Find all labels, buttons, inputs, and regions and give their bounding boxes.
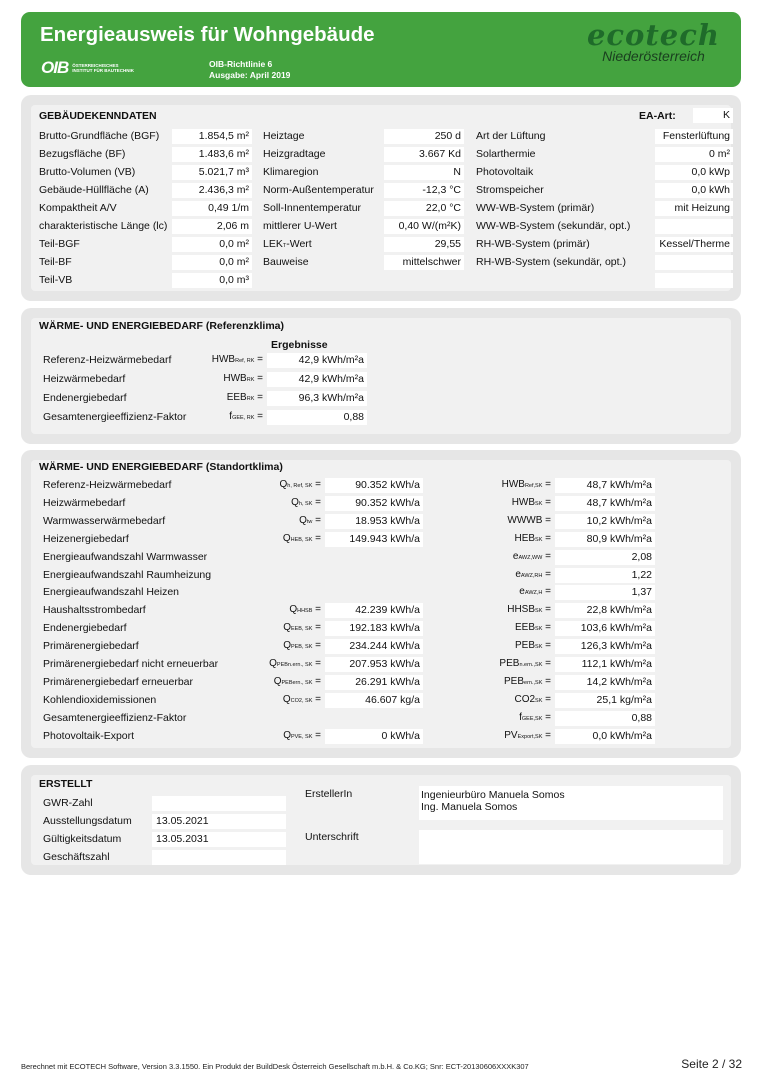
std-label: Warmwasserwärmebedarf	[43, 514, 166, 527]
ergebnisse-label: Ergebnisse	[271, 339, 328, 351]
std-symbol-sub: GEE,SK	[521, 715, 543, 722]
std-symbol: PEBn.ern.,SK =	[499, 658, 551, 669]
std-symbol-sub: AWZ,H	[524, 590, 543, 597]
std-symbol: eAWZ,WW =	[512, 550, 551, 562]
std-q-value: 90.352 kWh/a	[325, 478, 423, 493]
geb-label: Heizgradtage	[263, 148, 326, 160]
geb-value: 5.021,7 m³	[172, 165, 252, 180]
std-symbol-sub: AWZ,RH	[520, 572, 543, 579]
standortklima-title: WÄRME- UND ENERGIEBEDARF (Standortklima)	[39, 461, 283, 473]
std-q-symbol: QEEB, SK =	[283, 622, 321, 634]
std-label: Energieaufwandszahl Raumheizung	[43, 568, 212, 581]
geb-label: charakteristische Länge (lc)	[39, 220, 168, 232]
std-label: Heizwärmebedarf	[43, 496, 126, 509]
std-symbol: PVExport,SK =	[504, 729, 551, 741]
ref-symbol: HWBRef, RK =	[211, 354, 263, 365]
std-value: 48,7 kWh/m²a	[555, 496, 655, 511]
std-q-value: 46.607 kg/a	[325, 693, 423, 708]
geb-label: LEKT-Wert	[263, 238, 312, 250]
std-symbol-main: PV	[504, 729, 518, 741]
referenzklima-inner	[31, 318, 731, 434]
ref-symbol-sub: RK	[246, 396, 255, 402]
std-value: 0,88	[555, 711, 655, 726]
std-label: Kohlendioxidemissionen	[43, 693, 157, 706]
ref-symbol: HWBRK =	[223, 373, 263, 384]
geb-label: WW-WB-System (sekundär, opt.)	[476, 220, 631, 232]
brand-region: Niederösterreich	[602, 48, 705, 64]
erstellt-inner	[31, 775, 731, 865]
std-q-symbol-sub: CO2, SK	[290, 697, 313, 704]
std-symbol: EEBSK =	[515, 622, 551, 634]
geb-value: 0,0 kWh	[655, 183, 733, 198]
std-label: Energieaufwandszahl Heizen	[43, 586, 180, 599]
oib-logo-text: ÖSTERREICHISCHES INSTITUT FÜR BAUTECHNIK	[72, 63, 134, 73]
std-q-symbol: QHEB, SK =	[282, 532, 321, 544]
geb-label: Heiztage	[263, 130, 305, 142]
std-q-value: 0 kWh/a	[325, 729, 423, 744]
std-symbol: eAWZ,RH =	[515, 568, 551, 580]
std-q-symbol-main: Q	[283, 622, 291, 634]
ref-value: 42,9 kWh/m²a	[267, 372, 367, 387]
std-symbol-main: WWWB	[507, 514, 543, 526]
geb-label: Norm-Außentemperatur	[263, 184, 374, 196]
std-label: Primärenergiebedarf	[43, 640, 139, 653]
geb-label: Solarthermie	[476, 148, 536, 160]
oib-logo	[41, 58, 134, 78]
std-q-symbol-main: Q	[291, 496, 299, 508]
geb-value: 0,0 kWp	[655, 165, 733, 180]
std-label: Photovoltaik-Export	[43, 729, 135, 742]
std-q-symbol-main: Q	[282, 693, 291, 705]
geb-value: 1.854,5 m²	[172, 129, 252, 144]
std-symbol: HEBSK =	[514, 532, 551, 544]
standortklima-panel	[21, 450, 741, 758]
geb-value: Fensterlüftung	[655, 129, 733, 144]
erstellt-label: Gültigkeitsdatum	[43, 833, 122, 845]
std-label: Energieaufwandszahl Warmwasser	[43, 550, 208, 563]
geb-value: 2,06 m	[172, 219, 252, 234]
geb-label: Teil-BGF	[39, 238, 80, 250]
std-q-value: 234.244 kWh/a	[325, 639, 423, 654]
geb-label: RH-WB-System (primär)	[476, 238, 590, 250]
geb-label: Bezugsfläche (BF)	[39, 148, 126, 160]
std-label: Heizenergiebedarf	[43, 532, 129, 545]
geb-value: 1.483,6 m²	[172, 147, 252, 162]
erstellerin-box	[419, 786, 723, 820]
std-symbol-sub: AWZ,WW	[518, 554, 543, 561]
geb-label: Klimaregion	[263, 166, 319, 178]
std-q-value: 42.239 kWh/a	[325, 603, 423, 618]
geb-value: 29,55	[384, 237, 464, 252]
geb-value	[655, 255, 733, 270]
erstellerin-line2: Ing. Manuela Somos	[421, 801, 518, 813]
std-label: Haushaltsstrombedarf	[43, 604, 146, 617]
geb-label: Stromspeicher	[476, 184, 544, 196]
std-symbol-main: f	[519, 711, 522, 723]
ref-value: 96,3 kWh/m²a	[267, 391, 367, 406]
std-symbol: HHSBSK =	[507, 604, 551, 616]
std-symbol-main: e	[512, 550, 519, 562]
std-q-value: 149.943 kWh/a	[325, 532, 423, 547]
std-q-symbol-sub: PEBern., SK	[281, 679, 313, 686]
gebaeudekenndaten-inner	[31, 105, 731, 291]
header-banner	[21, 12, 741, 87]
erstellt-label: Ausstellungsdatum	[43, 815, 132, 827]
ref-symbol-sub: GEE, RK	[232, 415, 255, 421]
geb-value: N	[384, 165, 464, 180]
erstellt-title: ERSTELLT	[39, 778, 93, 790]
geb-label: RH-WB-System (sekundär, opt.)	[476, 256, 626, 268]
std-q-symbol: Qh, Ref, SK =	[279, 479, 321, 490]
std-q-value: 26.291 kWh/a	[325, 675, 423, 690]
std-q-symbol-sub: HEB, SK	[290, 536, 313, 543]
std-symbol: HWBRef,SK =	[501, 479, 551, 490]
std-label: Referenz-Heizwärmebedarf	[43, 479, 172, 491]
std-symbol-sub: ern.,SK	[524, 679, 543, 686]
std-q-symbol-main: Q	[269, 658, 277, 669]
geb-value: 3.667 Kd	[384, 147, 464, 162]
std-symbol-sub: SK	[535, 500, 543, 507]
std-q-value: 18.953 kWh/a	[325, 514, 423, 529]
geb-value: -12,3 °C	[384, 183, 464, 198]
std-value: 10,2 kWh/m²a	[555, 514, 655, 529]
std-value: 0,0 kWh/m²a	[555, 729, 655, 744]
richtlinie-info	[209, 59, 290, 81]
std-symbol-sub: Export,SK	[517, 733, 543, 740]
std-symbol: PEBSK =	[515, 640, 551, 652]
geb-value: 250 d	[384, 129, 464, 144]
ref-label: Endenergiebedarf	[43, 392, 127, 404]
unterschrift-box	[419, 830, 723, 864]
erstellerin-line1: Ingenieurbüro Manuela Somos	[421, 789, 565, 801]
geb-label: Gebäude-Hüllfläche (A)	[39, 184, 149, 196]
std-q-symbol-sub: EEB, SK	[290, 626, 313, 633]
std-symbol-main: PEB	[515, 640, 536, 652]
ref-symbol-sub: RK	[246, 377, 255, 383]
erstellt-label: GWR-Zahl	[43, 797, 93, 809]
std-label: Endenergiebedarf	[43, 622, 127, 635]
std-symbol-sub: SK	[535, 536, 543, 543]
footer-note: Berechnet mit ECOTECH Software, Version 3.3.1550. Ein Produkt der BuildDesk Österreich Gesellschaft m.b.H. & Co.KG; Snr: ECT-20130606XXXK307	[21, 1062, 529, 1071]
std-q-symbol-sub: h, Ref, SK	[287, 483, 313, 489]
std-value: 80,9 kWh/m²a	[555, 532, 655, 547]
std-value: 48,7 kWh/m²a	[555, 478, 655, 493]
std-symbol-sub: SK	[535, 644, 543, 651]
std-q-symbol: QHHSB =	[289, 604, 321, 616]
std-q-symbol: Qh, SK =	[291, 496, 321, 508]
std-q-symbol-sub: PEBn.ern., SK	[276, 662, 313, 668]
std-value: 1,22	[555, 568, 655, 583]
gebaeudekenndaten-panel	[21, 95, 741, 301]
geb-value: Kessel/Therme	[655, 237, 733, 252]
std-symbol-sub: SK	[535, 697, 543, 704]
std-q-symbol-sub: tw	[306, 518, 313, 525]
std-q-symbol: QPEBern., SK =	[273, 675, 321, 687]
gebaeudekenndaten-title: GEBÄUDEKENNDATEN	[39, 110, 157, 122]
ref-symbol-main: HWB	[223, 373, 247, 384]
page-title: Energieausweis für Wohngebäude	[40, 23, 375, 46]
std-label: Gesamtenergieeffizienz-Faktor	[43, 711, 187, 724]
geb-value	[655, 273, 733, 288]
std-label: Primärenergiebedarf erneuerbar	[43, 675, 193, 688]
geb-label: Brutto-Volumen (VB)	[39, 166, 136, 178]
std-value: 2,08	[555, 550, 655, 565]
std-value: 126,3 kWh/m²a	[555, 639, 655, 654]
erstellt-value: 13.05.2021	[152, 814, 286, 829]
std-q-symbol-main: Q	[283, 729, 291, 741]
ausgabe-label: Ausgabe: April 2019	[209, 70, 291, 80]
std-q-symbol-sub: PEB, SK	[290, 644, 313, 651]
geb-label: Teil-VB	[39, 274, 73, 286]
ref-symbol: fGEE, RK =	[229, 411, 263, 422]
std-symbol-main: HWB	[501, 479, 525, 490]
std-q-symbol-main: Q	[273, 675, 282, 687]
oib-logo-mark: OIB	[41, 58, 69, 77]
ea-art-label: EA-Art:	[639, 110, 676, 122]
std-symbol-main: PEB	[499, 658, 520, 669]
geb-label: Teil-BF	[39, 256, 72, 268]
std-symbol-main: HHSB	[507, 604, 536, 616]
std-q-symbol-sub: h, SK	[298, 500, 313, 507]
geb-label: Art der Lüftung	[476, 130, 546, 142]
ea-art-value: K	[693, 108, 733, 123]
std-symbol-sub: Ref,SK	[524, 483, 543, 489]
std-value: 14,2 kWh/m²a	[555, 675, 655, 690]
std-q-symbol-main: Q	[283, 640, 291, 652]
geb-label: Photovoltaik	[476, 166, 534, 178]
std-symbol: PEBern.,SK =	[504, 675, 551, 687]
referenzklima-title: WÄRME- UND ENERGIEBEDARF (Referenzklima)	[39, 320, 285, 332]
std-q-symbol: QCO2, SK =	[282, 693, 321, 705]
geb-value: 2.436,3 m²	[172, 183, 252, 198]
geb-value: 0,49 1/m	[172, 201, 252, 216]
std-symbol-sub: n.ern.,SK	[519, 662, 543, 668]
erstellt-value	[152, 850, 286, 865]
geb-value: 22,0 °C	[384, 201, 464, 216]
ref-label: Heizwärmebedarf	[43, 373, 126, 385]
std-symbol-main: e	[519, 586, 525, 598]
geb-label: Bauweise	[263, 256, 309, 268]
std-q-symbol-main: Q	[299, 514, 307, 526]
erstellt-value: 13.05.2031	[152, 832, 286, 847]
std-value: 25,1 kg/m²a	[555, 693, 655, 708]
std-symbol-sub: SK	[535, 626, 543, 633]
std-value: 103,6 kWh/m²a	[555, 621, 655, 636]
ref-label: Gesamtenergieeffizienz-Faktor	[43, 411, 187, 423]
page-number: Seite 2 / 32	[681, 1057, 742, 1071]
std-symbol-main: HEB	[514, 532, 536, 544]
std-q-value: 90.352 kWh/a	[325, 496, 423, 511]
ref-value: 42,9 kWh/m²a	[267, 353, 367, 368]
std-q-symbol-sub: HHSB	[297, 608, 313, 615]
richtlinie-label: OIB-Richtlinie 6	[209, 59, 273, 69]
std-symbol-sub: SK	[535, 608, 543, 615]
geb-value: mit Heizung	[655, 201, 733, 216]
referenzklima-panel	[21, 308, 741, 444]
ref-label: Referenz-Heizwärmebedarf	[43, 354, 172, 366]
geb-value: 0,40 W/(m²K)	[384, 219, 464, 234]
std-q-value: 207.953 kWh/a	[325, 657, 423, 672]
ref-symbol: EEBRK =	[226, 392, 263, 403]
std-value: 1,37	[555, 585, 655, 600]
erstellt-value	[152, 796, 286, 811]
geb-label: WW-WB-System (primär)	[476, 202, 595, 214]
geb-label: Kompaktheit A/V	[39, 202, 117, 214]
std-symbol: fGEE,SK =	[519, 711, 551, 723]
std-q-symbol: Qtw =	[299, 514, 321, 526]
std-value: 112,1 kWh/m²a	[555, 657, 655, 672]
std-value: 22,8 kWh/m²a	[555, 603, 655, 618]
std-q-value: 192.183 kWh/a	[325, 621, 423, 636]
ecotech-logo	[587, 18, 720, 64]
standortklima-inner	[31, 460, 731, 748]
ref-symbol-sub: Ref, RK	[235, 358, 255, 364]
geb-label: Soll-Innentemperatur	[263, 202, 362, 214]
ref-value: 0,88	[267, 410, 367, 425]
ref-symbol-main: f	[229, 411, 233, 422]
std-q-symbol-main: Q	[289, 604, 298, 616]
std-q-symbol-sub: PVE, SK	[290, 733, 313, 740]
std-q-symbol-main: Q	[282, 532, 291, 544]
unterschrift-label: Unterschrift	[305, 831, 359, 843]
geb-value: 0 m²	[655, 147, 733, 162]
std-q-symbol: QPEB, SK =	[283, 640, 321, 652]
std-label: Primärenergiebedarf nicht erneuerbar	[43, 658, 219, 670]
std-symbol: WWWB =	[507, 514, 551, 526]
brand-name: ecotech	[586, 18, 720, 52]
std-symbol-main: HWB	[511, 496, 536, 508]
geb-label: mittlerer U-Wert	[263, 220, 337, 232]
std-q-symbol-main: Q	[279, 479, 288, 490]
geb-label: Brutto-Grundfläche (BGF)	[39, 130, 160, 142]
ref-symbol-main: HWB	[211, 354, 236, 365]
std-symbol-main: e	[515, 568, 521, 580]
geb-value	[655, 219, 733, 234]
std-symbol-main: EEB	[515, 622, 536, 634]
std-symbol: eAWZ,H =	[519, 586, 551, 598]
geb-value: 0,0 m²	[172, 255, 252, 270]
geb-value: 0,0 m³	[172, 273, 252, 288]
ref-symbol-main: EEB	[226, 392, 247, 403]
std-symbol-main: PEB	[504, 675, 525, 687]
erstellt-panel	[21, 765, 741, 875]
geb-value: mittelschwer	[384, 255, 464, 270]
std-symbol: CO2SK =	[514, 693, 551, 705]
std-q-symbol: QPVE, SK =	[283, 729, 321, 741]
erstellt-label: Geschäftszahl	[43, 851, 110, 863]
geb-value: 0,0 m²	[172, 237, 252, 252]
std-symbol-main: CO2	[514, 693, 536, 705]
std-symbol: HWBSK =	[511, 496, 551, 508]
erstellerin-label: ErstellerIn	[305, 788, 353, 800]
std-q-symbol: QPEBn.ern., SK =	[269, 658, 321, 669]
